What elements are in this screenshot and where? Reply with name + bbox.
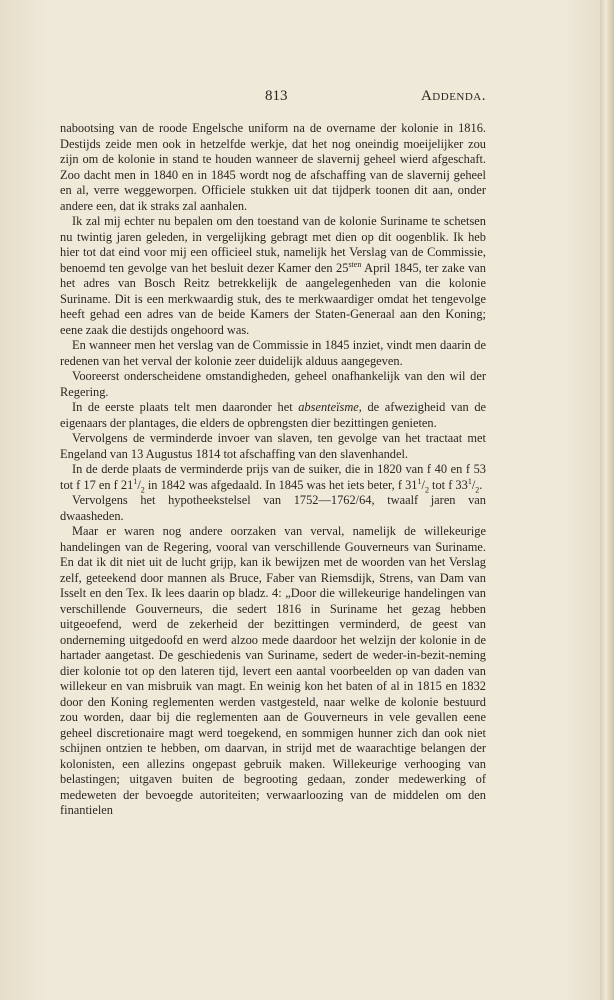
fraction-denominator: 2 bbox=[424, 484, 429, 494]
paragraph-text: nabootsing van de roode Engelsche uniform na de overname der kolonie in 1816. Destijds zeide men ook in hetzelfde werkje, dat het nog oneindig moeijelijker zou zijn om de kolonie in stand te houden wanneer de slavernij geheel wierd afgeschaft. Zoo dacht men in 1840 en in 1845 wordt nog de afschaffing van de slavernij geheel en al, verre weggeworpen. Officiele stukken uit dat tijdperk toonen dit aan, onder andere een, dat ik straks zal aanhalen. bbox=[60, 121, 486, 213]
paragraph-text: . bbox=[479, 477, 483, 492]
body-text bbox=[60, 121, 486, 819]
paragraph bbox=[60, 214, 486, 338]
fraction-denominator: 2 bbox=[140, 484, 145, 494]
paragraph bbox=[60, 524, 486, 819]
paragraph-text: , de afwezigheid van de eigenaars der plantages, die elders de opbrengsten dier bezittingen genieten. bbox=[60, 400, 487, 430]
paragraph bbox=[60, 400, 486, 431]
paragraph-text: Vervolgens de verminderde invoer van slaven, ten gevolge van het tractaat met Engeland van 13 Augustus 1814 tot afschaffing van den slavenhandel. bbox=[60, 431, 486, 461]
paragraph-text: Vooreerst onderscheidene omstandigheden, geheel onafhankelijk van den wil der Regering. bbox=[60, 369, 486, 399]
page-number: 813 bbox=[265, 88, 288, 104]
running-title: Addenda. bbox=[420, 88, 486, 104]
paragraph-text: tot f 33 bbox=[428, 477, 468, 492]
paragraph-text: Ik zal mij echter nu bepalen om den toestand van de kolonie Suriname te schetsen nu twintig jaren geleden, in vergelijking gebragt met dien op dit oogenblik. Ik heb hier tot dat eind voor mij een officieel stuk, namelijk het Verslag van de Commissie, benoemd ten gevolge van het besluit dezer Kamer den 25 bbox=[60, 214, 486, 275]
paragraph-text: En wanneer men het verslag van de Commissie in 1845 inziet, vindt men daarin de redenen van het verval der kolonie zeer duidelijk alduus aangegeven. bbox=[60, 338, 486, 368]
fraction-denominator: 2 bbox=[475, 484, 480, 494]
superscript: sten bbox=[348, 259, 362, 269]
paragraph bbox=[60, 493, 486, 524]
italic-term: absenteïsme bbox=[298, 400, 359, 414]
paragraph bbox=[60, 121, 486, 214]
paragraph-text: Maar er waren nog andere oorzaken van verval, namelijk de willekeurige handelingen van de Regering, vooral van verschillende Gouverneurs van Suriname. En dat ik dit niet uit de lucht grijp, kan ik bewijzen met de woorden van het Verslag zelf, geteekend door mannen als Bruce, Faber van Riemsdijk, Strens, van Dam van Isselt en den Tex. Ik lees daarin op bladz. 4: „Door die willekeurige handelingen van verschillende Gouverneurs, die sedert 1816 in Suriname het gezag hebben uitgeoefend, werd de zekerheid der bezittingen verminderd, de geest van onderneming uitgedoofd en werd alzoo mede daardoor het welzijn der kolonie in de hartader aangetast. De geschiedenis van Suriname, sedert de weder-in-bezit-neming dier kolonie tot op den lateren tijd, levert een aantal voorbeelden op van daden van willekeur en van misbruik van magt. En weinig kon het baten of al in 1815 en 1832 door den Koning reglementen werden vastgesteld, naar welke de kolonie bestuurd zou worden, daar bij die reglementen aan de Gouverneurs in vele gevallen eene geheel discretionaire magt werd toegekend, en sommigen hunner zich dan ook niet schijnen ontzien te hebben, om daarvan, in strijd met de waarachtige belangen der kolonisten, een allezins ongepast gebruik maken. Willekeurige verhooging van belastingen; uitgaven buiten de begrooting gedaan, zonder medewerking of medeweten der bevoegde autoriteiten; verwaarloozing van de middelen om den finantielen bbox=[60, 524, 486, 817]
paragraph-text: Vervolgens het hypotheekstelsel van 1752—1762/64, twaalf jaren van dwaasheden. bbox=[60, 493, 486, 523]
paragraph-text: In de eerste plaats telt men daaronder het bbox=[72, 400, 299, 414]
paragraph-text: In de derde plaats de verminderde prijs van de suiker, die in 1820 van f 40 en f 53 tot f 17 en f 21 bbox=[60, 462, 486, 492]
fraction-numerator: 1 bbox=[467, 476, 472, 486]
paragraph: In de derde plaats de verminderde prijs van de suiker, die in 1820 van f 40 en f 53 tot f 17 en f $21^1/_2$ in 1842 was afgedaald. In 1845 was het iets beter, f $31^1/_2$ tot f $33^1/_2$. bbox=[60, 462, 486, 494]
page-edge bbox=[600, 0, 614, 1000]
fraction-numerator: 1 bbox=[417, 476, 422, 486]
fraction-numerator: 1 bbox=[133, 476, 138, 486]
paragraph bbox=[60, 431, 486, 462]
running-head bbox=[60, 88, 486, 108]
paragraph bbox=[60, 338, 486, 369]
paragraph bbox=[60, 369, 486, 400]
paragraph-text: in 1842 was afgedaald. In 1845 was het iets beter, f 31 bbox=[144, 477, 418, 492]
paragraph-text: April 1845, ter zake van het adres van Bosch Reitz betrekkelijk de aangelegenheden van die kolonie Suriname. Dit is een merkwaardig stuk, des te merkwaardiger omdat het tengevolge heeft gehad een adres van de beide Kamers der Staten-Generaal aan den Koning; eene zaak die destijds ongehoord was. bbox=[60, 260, 486, 337]
